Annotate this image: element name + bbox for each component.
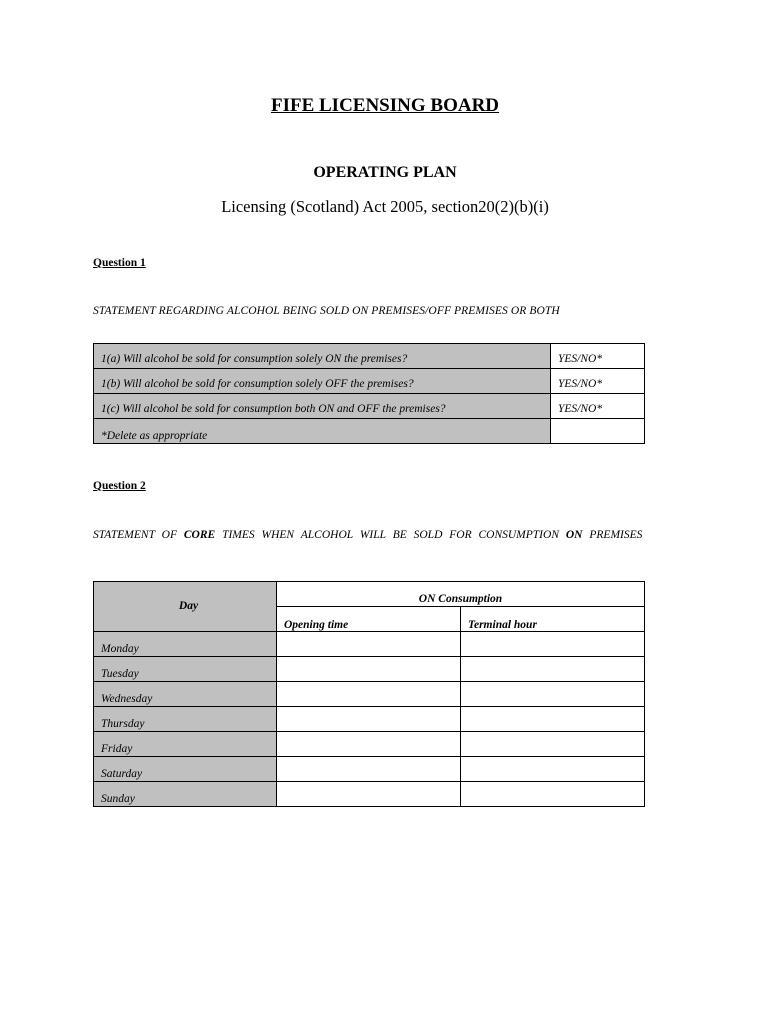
question-1-heading: Question 1 [93, 257, 146, 269]
question-2-heading: Question 2 [93, 480, 146, 492]
core-times-table [93, 581, 645, 807]
opening-time-field[interactable] [277, 732, 461, 757]
table-row [94, 419, 645, 444]
table-row [94, 369, 645, 394]
note-blank-cell [551, 419, 645, 444]
statement-text: STATEMENT OF [93, 529, 184, 541]
act-reference: Licensing (Scotland) Act 2005, section20(2)(b)(i) [221, 197, 549, 216]
board-title: FIFE LICENSING BOARD [270, 95, 500, 116]
plan-title: OPERATING PLAN [313, 164, 457, 181]
opening-time-field[interactable] [277, 682, 461, 707]
opening-time-field[interactable] [277, 782, 461, 807]
terminal-hour-field[interactable] [461, 632, 645, 657]
table-row [94, 657, 645, 682]
statement-text: PREMISES [582, 529, 643, 541]
table-row [94, 344, 645, 369]
table-row [94, 757, 645, 782]
opening-time-field[interactable] [277, 707, 461, 732]
day-label: Friday [94, 732, 277, 757]
day-label: Thursday [94, 707, 277, 732]
table-row [94, 732, 645, 757]
terminal-hour-field[interactable] [461, 682, 645, 707]
opening-time-field[interactable] [277, 757, 461, 782]
question-1b-answer[interactable]: YES/NO* [551, 369, 645, 394]
question-1c-text: 1(c) Will alcohol be sold for consumption both ON and OFF the premises? [94, 394, 551, 419]
opening-time-field[interactable] [277, 657, 461, 682]
day-label: Saturday [94, 757, 277, 782]
question-1-table [93, 343, 645, 444]
opening-time-header: Opening time [277, 607, 461, 632]
table-row [94, 632, 645, 657]
question-1a-text: 1(a) Will alcohol be sold for consumption solely ON the premises? [94, 344, 551, 369]
question-1c-answer[interactable]: YES/NO* [551, 394, 645, 419]
question-1a-answer[interactable]: YES/NO* [551, 344, 645, 369]
terminal-hour-header: Terminal hour [461, 607, 645, 632]
day-header: Day [94, 582, 277, 632]
terminal-hour-field[interactable] [461, 782, 645, 807]
day-label: Tuesday [94, 657, 277, 682]
delete-note: *Delete as appropriate [94, 419, 551, 444]
table-header-row [94, 582, 645, 607]
statement-on: ON [565, 529, 583, 541]
question-2-statement [93, 527, 677, 543]
question-1-statement: STATEMENT REGARDING ALCOHOL BEING SOLD ON PREMISES/OFF PREMISES OR BOTH [93, 305, 560, 317]
day-label: Wednesday [94, 682, 277, 707]
terminal-hour-field[interactable] [461, 757, 645, 782]
table-row [94, 707, 645, 732]
terminal-hour-field[interactable] [461, 732, 645, 757]
table-row [94, 394, 645, 419]
opening-time-field[interactable] [277, 632, 461, 657]
day-label: Sunday [94, 782, 277, 807]
statement-text: TIMES WHEN ALCOHOL WILL BE SOLD FOR CONSUMPTION [215, 529, 566, 541]
terminal-hour-field[interactable] [461, 707, 645, 732]
on-consumption-header: ON Consumption [277, 582, 645, 607]
day-label: Monday [94, 632, 277, 657]
terminal-hour-field[interactable] [461, 657, 645, 682]
table-row [94, 782, 645, 807]
statement-core: CORE [183, 529, 216, 541]
question-1b-text: 1(b) Will alcohol be sold for consumption solely OFF the premises? [94, 369, 551, 394]
table-row [94, 682, 645, 707]
